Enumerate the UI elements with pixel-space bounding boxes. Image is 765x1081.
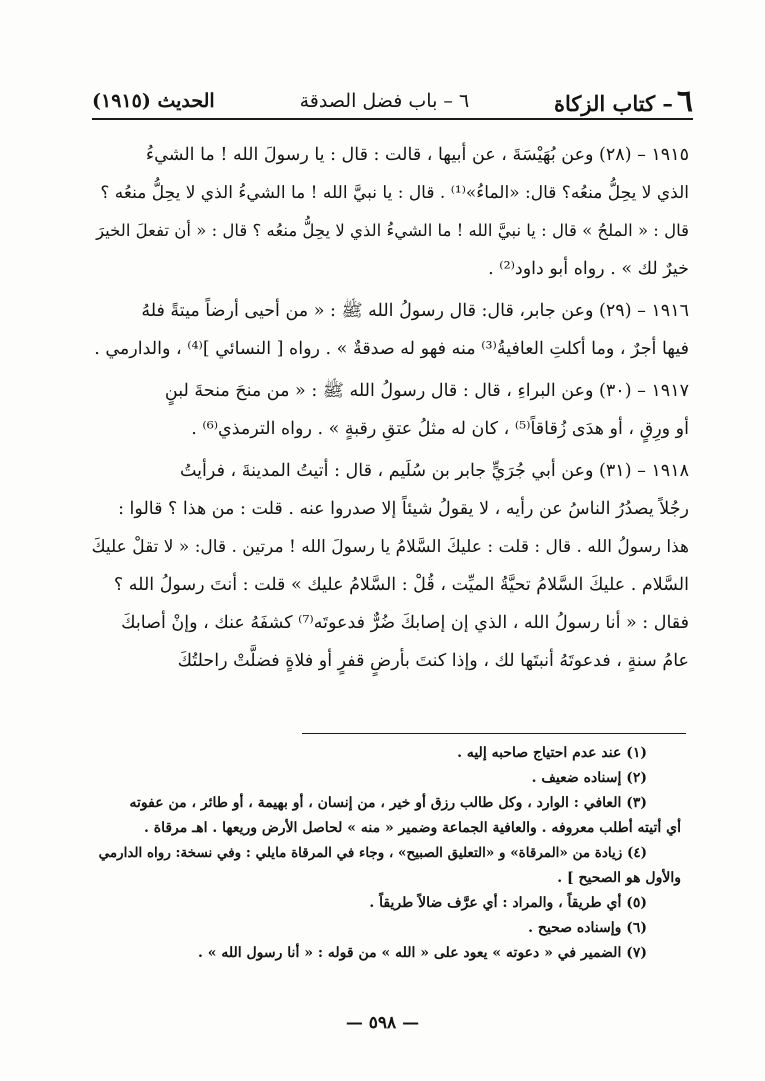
book-title	[554, 84, 693, 119]
text-line: ١٩١٧ – (٣٠) وعن البراءِ ، قال : قال رسولُ الله ﷺ : « من منحَ منحةَ لبنٍ	[164, 381, 689, 401]
text-line: ١٩١٥ – (٢٨) وعن بُهَيْسَةَ ، عن أبيها ، قالت : قال : يا رسولَ الله ! ما الشيءُ	[145, 145, 689, 165]
footnote-continuation: أي أتيته أطلب معروفه . والعافية الجماعة وضمير « منه » لحاصل الأرض وريعها . اهـ مرقاة .	[143, 820, 681, 836]
text-line: الذي لا يحِلُّ منعُه؟ قال: «الماءُ»⁽¹⁾ . قال : يا نبيَّ الله ! ما الشيءُ الذي لا يحِلُّ منعُه ؟	[100, 183, 689, 203]
book-number: ٦	[676, 83, 693, 119]
footnote: (٧) الضمير في « دعوته » يعود على « الله » من قوله : « أنا رسول الله » .	[197, 945, 647, 961]
text-line: أو ورِقٍ ، أو هدَى زُقاقاً⁽⁵⁾ ، كان له مثلُ عتقِ رقبةٍ » . رواه الترمذي⁽⁶⁾ .	[191, 419, 689, 439]
hadith-range: الحديث (١٩١٥)	[92, 90, 215, 112]
book-title-text: – كتاب الزكاة	[554, 90, 673, 116]
text-line: عامُ سنةٍ ، فدعوتَهُ أنبتَها لك ، وإذا كنتَ بأرضٍ قفرٍ أو فلاةٍ فضلَّتْ راحلتُكَ	[177, 651, 689, 671]
chapter-title: ٦ – باب فضل الصدقة	[299, 90, 470, 112]
main-text	[92, 136, 689, 680]
text-line: هذا رسولُ الله . قال : قلت : عليكَ السَّلامُ يا رسولَ الله ! مرتين . قال: « لا تقلْ عليكَ	[92, 537, 689, 557]
text-line: السَّلام . عليكَ السَّلامُ تحيَّةُ الميِّت ، قُلْ : السَّلامُ عليك » قلت : أنتَ رسولُ الله ؟	[113, 575, 689, 595]
text-line: فيها أجرٌ ، وما أكلتِ العافيةُ⁽³⁾ منه فهو له صدقةٌ » . رواه [ النسائي ]⁽⁴⁾ ، والدارمي .	[94, 339, 689, 359]
footnote: (٥) أي طريقاً ، والمراد : أي عرَّف ضالاً طريقاً .	[369, 895, 647, 911]
footnote: (١) عند عدم احتياج صاحبه إليه .	[457, 745, 647, 761]
text-line: قال : « الملحُ » قال : يا نبيَّ الله ! ما الشيءُ الذي لا يحِلُّ منعُه ؟ قال : « أن تفعلَ الخيرَ	[96, 221, 689, 240]
text-line: ١٩١٨ – (٣١) وعن أبي جُرَيٍّ جابر بن سُلَيم ، قال : أتيتُ المدينةَ ، فرأيتُ	[180, 461, 689, 481]
page-header	[92, 84, 693, 120]
footnotes	[92, 741, 681, 966]
footnote: (٣) العافي : الوارد ، وكل طالب رزق أو خير ، من إنسان ، أو بهيمة ، أو طائر ، من عفوته	[129, 795, 647, 811]
footnote-continuation: والأول هو الصحيح ] .	[557, 870, 681, 886]
text-line: رجُلاً يصدُرُ الناسُ عن رأيه ، لا يقولُ شيئاً إلا صدروا عنه . قلت : من هذا ؟ قالوا :	[118, 499, 689, 519]
footnote-divider	[302, 733, 686, 734]
text-line: فقال : « أنا رسولُ الله ، الذي إن إصابكَ ضُرٌّ فدعوتَه⁽⁷⁾ كشفَهُ عنك ، وإنْ أصابكَ	[121, 613, 689, 633]
page-number: — ٥٩٨ —	[345, 1013, 420, 1033]
footnote: (٤) زيادة من «المرقاة» و «التعليق الصبيح» ، وجاء في المرقاة مايلي : وفي نسخة: رواه الدارمي	[98, 845, 647, 861]
text-line: ١٩١٦ – (٢٩) وعن جابر، قال: قال رسولُ الله ﷺ : « من أحيى أرضاً ميتةً فلهُ	[141, 301, 689, 321]
footnote: (٦) وإسناده صحيح .	[528, 920, 647, 936]
footnote: (٢) إسناده ضعيف .	[531, 770, 647, 786]
text-line: خيرٌ لك » . رواه أبو داود⁽²⁾ .	[488, 259, 689, 279]
